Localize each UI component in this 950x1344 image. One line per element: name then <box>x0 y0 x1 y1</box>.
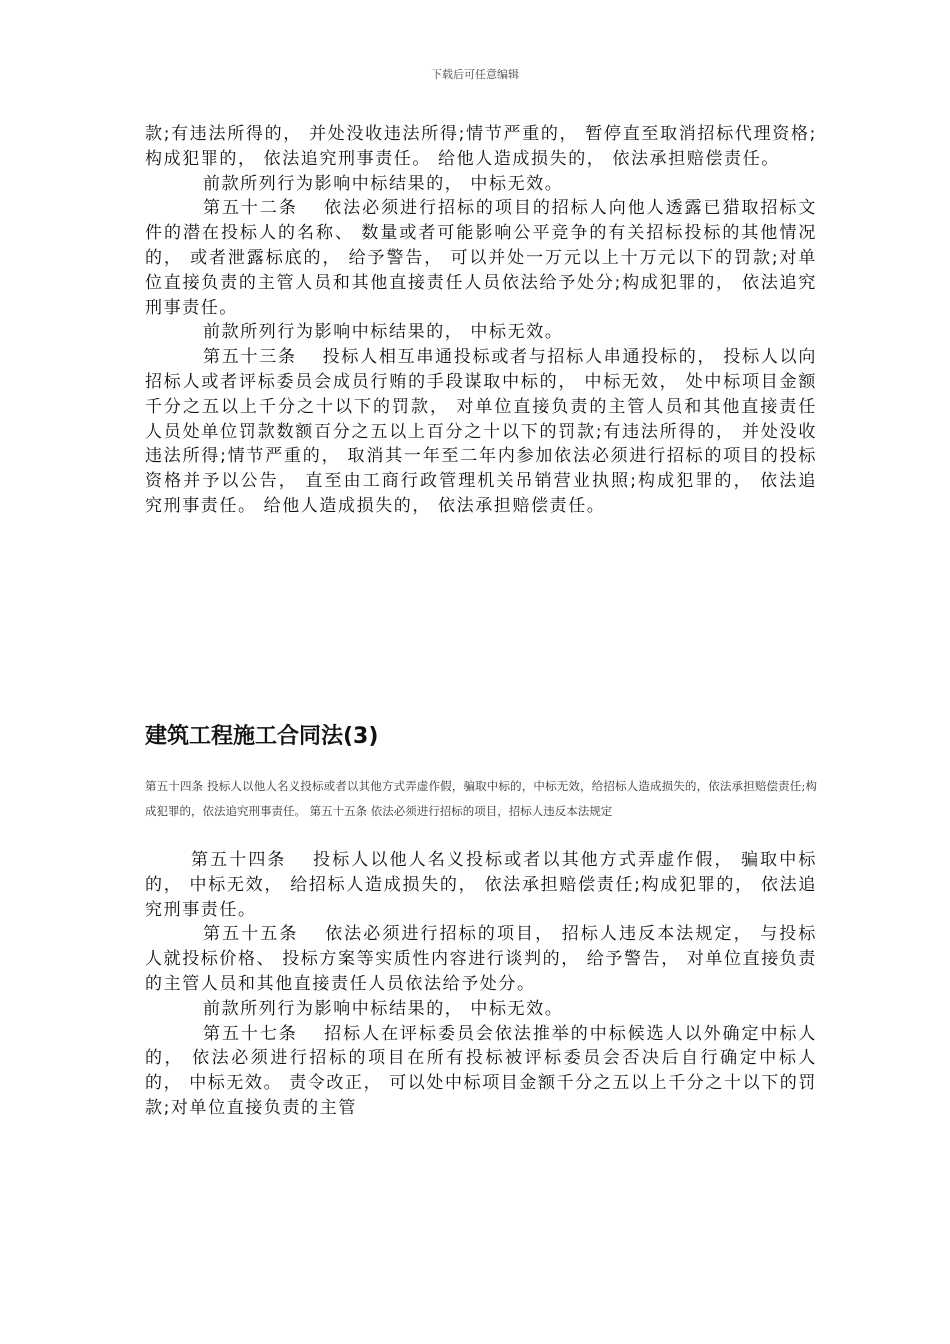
paragraph-note: 前款所列行为影响中标结果的， 中标无效。 <box>203 998 564 1019</box>
top-text-block <box>145 122 817 519</box>
paragraph-article-53: 第五十三条 投标人相互串通投标或者与招标人串通投标的， 投标人以向招标人或者评标委员会成员行贿的手段谋取中标的， 中标无效， 处中标项目金额千分之五以上千分之十以下的罚款， 对单位直接负责的主管人员和其他直接责任人员处单位罚款数额百分之五以上百分之十以下的罚款;有违法所得的， 并处没收违法所得;情节严重的， 取消其一年至二年内参加依法必须进行招标的项目的投标资格并予以公告， 直至由工商行政管理机关吊销营业执照;构成犯罪的， 依法追究刑事责任。 给他人造成损失的， 依法承担赔偿责任。 <box>145 347 817 516</box>
bottom-text-block <box>145 848 817 1121</box>
paragraph-article-54: 第五十四条 投标人以他人名义投标或者以其他方式弄虚作假， 骗取中标的， 中标无效， 给招标人造成损失的， 依法承担赔偿责任;构成犯罪的， 依法追究刑事责任。 <box>145 850 817 920</box>
page-header: 下载后可任意编辑 <box>431 68 519 81</box>
paragraph-note: 前款所列行为影响中标结果的， 中标无效。 <box>203 322 564 343</box>
section-title: 建筑工程施工合同法(3) <box>145 724 379 749</box>
paragraph-article-55: 第五十五条 依法必须进行招标的项目， 招标人违反本法规定， 与投标人就投标价格、 投标方案等实质性内容进行谈判的， 给予警告， 对单位直接负责的主管人员和其他直接责任人员依法给予处分。 <box>145 924 818 994</box>
section-summary: 第五十四条 投标人以他人名义投标或者以其他方式弄虚作假，骗取中标的，中标无效，给招标人造成损失的，依法承担赔偿责任;构成犯罪的，依法追究刑事责任。 第五十五条 依法必须进行招标的项目，招标人违反本法规定 <box>145 779 817 818</box>
paragraph-note: 前款所列行为影响中标结果的， 中标无效。 <box>203 173 564 194</box>
paragraph-continuation: 款;有违法所得的， 并处没收违法所得;情节严重的， 暂停直至取消招标代理资格;构成犯罪的， 依法追究刑事责任。 给他人造成损失的， 依法承担赔偿责任。 <box>145 124 817 169</box>
paragraph-article-52: 第五十二条 依法必须进行招标的项目的招标人向他人透露已猎取招标文件的潜在投标人的名称、 数量或者可能影响公平竞争的有关招标投标的其他情况的， 或者泄露标底的， 给予警告， 可以并处一万元以上十万元以下的罚款;对单位直接负责的主管人员和其他直接责任人员依法给予处分;构成犯罪的， 依法追究刑事责任。 <box>145 198 817 318</box>
paragraph-article-57: 第五十七条 招标人在评标委员会依法推举的中标候选人以外确定中标人的， 依法必须进行招标的项目在所有投标被评标委员会否决后自行确定中标人的， 中标无效。 责令改正， 可以处中标项目金额千分之五以上千分之十以下的罚款;对单位直接负责的主管 <box>145 1023 818 1118</box>
